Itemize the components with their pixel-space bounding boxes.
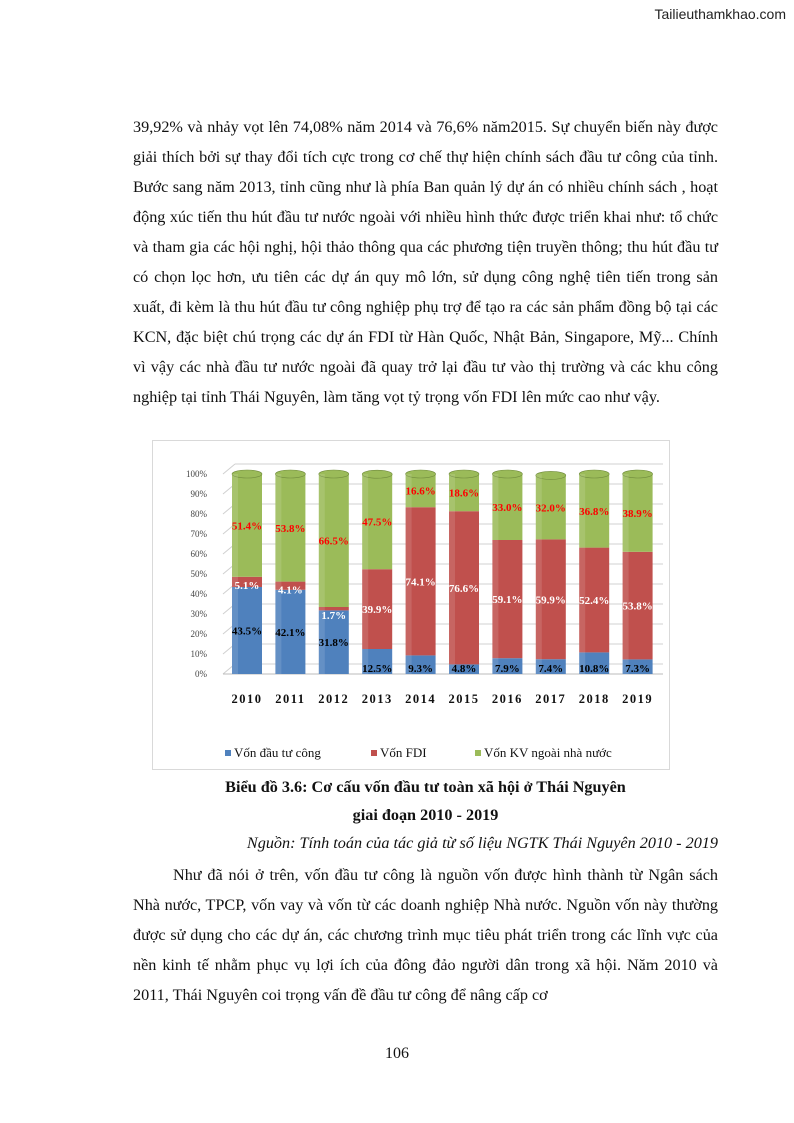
y-tick-label: 0% [195,669,207,679]
x-tick-label: 2018 [578,692,610,706]
data-label: 1.7% [321,610,347,622]
data-label: 16.6% [405,485,436,498]
y-tick-label: 40% [190,589,207,599]
data-label: 76.6% [448,582,480,595]
y-tick-label: 80% [190,509,207,519]
y-tick-label: 20% [190,629,207,639]
legend-swatch [225,750,231,756]
x-tick-label: 2015 [448,692,480,706]
y-tick-label: 90% [190,489,207,499]
watermark: Tailieuthamkhao.com [654,6,786,22]
x-tick-label: 2014 [405,692,437,706]
x-tick-label: 2016 [491,692,523,706]
bar-highlight [232,474,238,674]
bar-highlight [449,474,455,674]
paragraph: 39,92% và nhảy vọt lên 74,08% năm 2014 và 76,6% năm2015. Sự chuyển biến này được giải thích bởi sự thay đổi tích cực trong cơ chế thự hiện chính sách đầu tư công của tỉnh. Bước sang năm 2013, tỉnh cũng như là phía Ban quản lý dự án có nhiều chính sách , hoạt động xúc tiến thu hút đầu tư nước ngoài với nhiều hình thức được triển khai như: tổ chức và tham gia các hội nghị, hội thảo thông qua các phương tiện truyền thông; thu hút đầu tư có chọn lọc hơn, ưu tiên các dự án quy mô lớn, sử dụng công nghệ tiên tiến trong sản xuất, đi kèm là thu hút đầu tư công nghiệp phụ trợ để tạo ra các sản phẩm đồng bộ tại các KCN, đặc biệt chú trọng các dự án FDI từ Hàn Quốc, Nhật Bản, Singapore, Mỹ... Chính vì vậy các nhà đầu tư nước ngoài đã quay trở lại đầu tư vào thị trường và các khu công nghiệp tại tỉnh Thái Nguyên, làm tăng vọt tỷ trọng vốn FDI lên mức cao như vậy. [133,118,718,406]
data-label: 53.8% [275,522,306,535]
data-label: 18.6% [448,487,480,500]
legend-swatch [371,750,377,756]
legend-label: Vốn đầu tư công [234,745,321,760]
data-label: 47.5% [362,516,393,529]
data-label: 38.9% [622,507,653,520]
legend-label: Vốn FDI [380,745,427,760]
data-label: 32.0% [535,502,566,515]
data-label: 39.9% [362,604,393,617]
data-label: 66.5% [318,535,349,548]
data-label: 74.1% [405,576,436,589]
data-label: 4.8% [451,663,477,675]
figure-caption: Biểu đồ 3.6: Cơ cấu vốn đầu tư toàn xã hội ở Thái Nguyên [225,778,626,796]
data-label: 7.4% [538,663,564,675]
x-tick-label: 2010 [231,692,263,706]
y-tick-label: 70% [190,529,207,539]
legend-swatch [475,750,481,756]
data-label: 9.3% [408,663,433,675]
data-label: 51.4% [231,520,263,533]
data-label: 4.1% [278,584,303,597]
x-tick-label: 2012 [318,692,350,706]
y-tick-label: 30% [190,609,207,619]
data-label: 43.5% [231,625,263,638]
data-label: 7.3% [625,663,650,675]
y-tick-label: 50% [190,569,207,579]
data-label: 12.5% [362,663,393,675]
x-tick-label: 2017 [535,692,567,706]
x-tick-label: 2013 [361,692,393,706]
data-label: 7.9% [495,663,520,675]
x-tick-label: 2019 [622,692,654,706]
chart-frame [152,440,670,770]
data-label: 52.4% [579,595,610,607]
data-label: 42.1% [275,626,306,639]
data-label: 5.1% [234,579,260,592]
paragraph: Như đã nói ở trên, vốn đầu tư công là nguồn vốn được hình thành từ Ngân sách Nhà nước, TPCP, vốn vay và vốn từ các doanh nghiệp Nhà nước. Nguồn vốn này thường được sử dụng cho các dự án, các chương trình mục tiêu phát triển trong các lĩnh vực của nền kinh tế nhằm phục vụ lợi ích của đông đảo người dân trong xã hội. Năm 2010 và 2011, Thái Nguyên coi trọng vấn đề đầu tư công để nâng cấp cơ [133,866,718,1004]
page-number: 106 [385,1045,409,1062]
y-tick-label: 10% [190,649,207,659]
bar-highlight [362,474,368,674]
data-label: 31.8% [318,637,349,650]
bar-highlight [275,474,281,674]
figure-caption-period: giai đoạn 2010 - 2019 [352,806,499,824]
data-label: 33.0% [492,502,523,514]
stacked-bar-chart [153,441,669,769]
y-tick-label: 100% [186,469,207,479]
x-tick-label: 2011 [275,692,306,706]
bar-highlight [623,474,629,674]
data-label: 59.9% [535,594,566,607]
data-label: 10.8% [579,663,610,675]
y-tick-label: 60% [190,549,207,559]
data-label: 59.1% [492,594,523,607]
bar-highlight [579,474,585,674]
data-label: 36.8% [579,505,610,518]
bar-highlight [406,474,412,674]
legend-label: Vốn KV ngoài nhà nước [484,745,612,760]
data-label: 53.8% [622,600,653,613]
figure-source: Nguồn: Tính toán của tác giả từ số liệu NGTK Thái Nguyên 2010 - 2019 [246,834,718,852]
